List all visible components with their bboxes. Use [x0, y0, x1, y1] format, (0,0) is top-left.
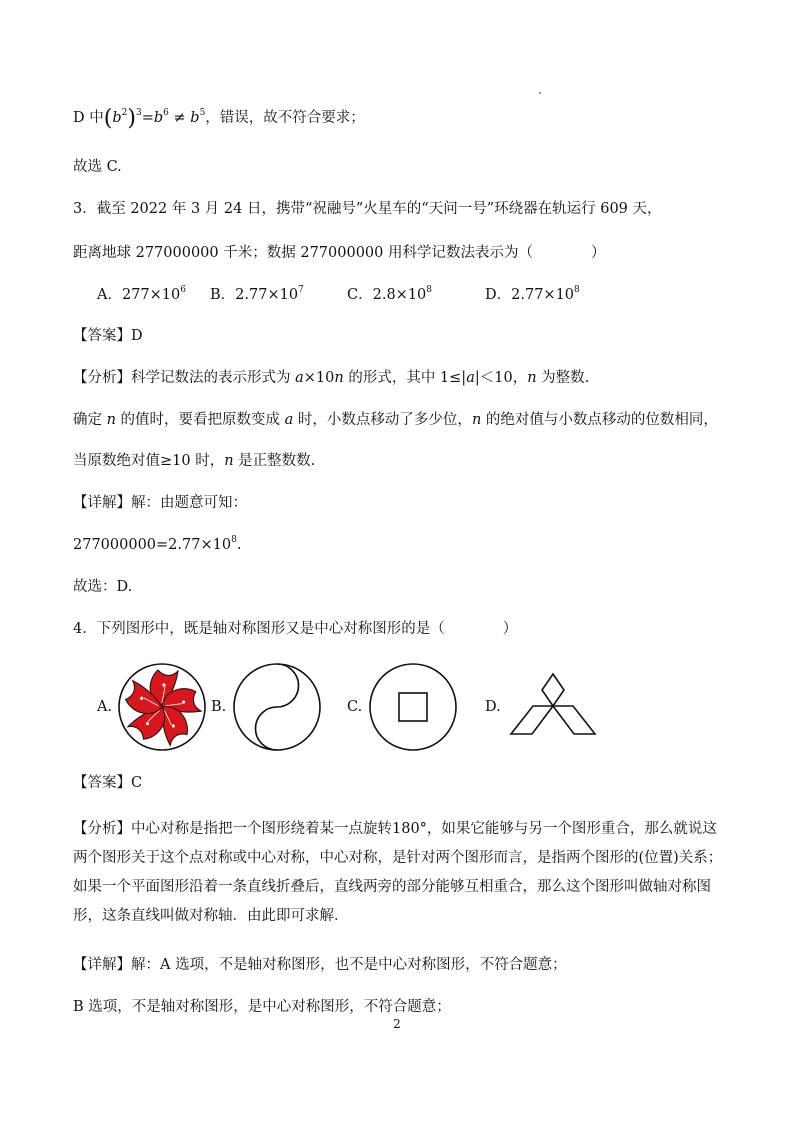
q3-option-b: [210, 285, 304, 305]
var-n: n: [471, 412, 482, 428]
option-label: A．: [97, 287, 122, 303]
exponent: 6: [180, 285, 186, 296]
exponent: 8: [574, 285, 580, 296]
figure-c-square-circle: [368, 662, 458, 752]
var-n: n: [224, 453, 234, 469]
q4-detail-b: B 选项，不是轴对称图形，是中心对称图形，不符合题意；: [73, 999, 451, 1015]
option-label: C．: [347, 287, 373, 303]
option-value: 277×10: [121, 287, 181, 303]
answer-tag: 【答案】: [73, 775, 131, 791]
figure-b-yinyang: [232, 662, 322, 752]
text: ×10: [303, 370, 335, 386]
q4-answer: [73, 773, 142, 793]
exponent: 8: [426, 285, 433, 296]
analysis-tag: 【分析】: [73, 821, 131, 837]
q4-analysis: [73, 815, 728, 931]
text: 科学记数法的表示形式为: [131, 370, 296, 386]
not-equal: ≠: [168, 110, 191, 126]
var-a: a: [466, 370, 475, 386]
option-value: 2.77×10: [511, 287, 575, 303]
option-value: 2.8×10: [372, 287, 427, 303]
var-n: n: [106, 412, 116, 428]
option-value: 2.77×10: [235, 287, 299, 303]
var-b: b: [190, 110, 200, 126]
analysis-text: 中心对称是指把一个图形绕着某一点旋转180°，如果它能够与另一个图形重合，那么就说这两个图形关于这个点对称或中心对称，中心对称，是针对两个图形而言，是指两个图形的(位置)关系；如果一个平面图形沿着一条直线折叠后，直线两旁的部分能够互相重合，那么这个图形叫做轴对称图形，这条直线叫做对称轴．由此即可求解．: [73, 821, 723, 924]
q3-option-a: [97, 285, 186, 305]
q3-option-c: [347, 285, 432, 305]
text: 277000000=2.77×10: [73, 537, 232, 553]
var-n: n: [334, 370, 344, 386]
stray-dot: [539, 92, 541, 94]
exponent: 5: [199, 108, 206, 119]
text: 是正整数数.: [233, 453, 316, 469]
q3-stem-line2: 距离地球 277000000 千米；数据 277000000 用科学记数法表示为（ ）: [73, 245, 606, 261]
paren-open: (: [103, 106, 113, 131]
q4-stem: 4．下列图形中，既是轴对称图形又是中心对称图形的是（ ）: [73, 621, 518, 637]
q3-detail: [73, 493, 247, 513]
option-label: B．: [210, 287, 236, 303]
detail-tag: 【详解】: [73, 957, 131, 973]
option-d-explanation: [73, 108, 365, 129]
text: 解：A 选项，不是轴对称图形，也不是中心对称图形，不符合题意；: [131, 957, 567, 973]
text: 解：由题意可知：: [131, 495, 247, 511]
text: 为整数.: [536, 370, 590, 386]
answer-value: C: [131, 775, 143, 791]
text: 的值时，要看把原数变成: [115, 412, 285, 428]
q3-answer: [73, 326, 143, 346]
figure-d-rhombuses: [508, 664, 600, 744]
text: ，错误，故不符合要求；: [205, 110, 365, 126]
q4-detail-a: [73, 955, 567, 975]
analysis-tag: 【分析】: [73, 370, 131, 386]
text: 确定: [73, 412, 107, 428]
text: 时，小数点移动了多少位，: [293, 412, 472, 428]
exponent: 7: [298, 285, 304, 296]
figure-a-flower: [117, 662, 207, 752]
q3-analysis-line1: [73, 368, 589, 388]
text: D 中: [73, 110, 104, 126]
var-a: a: [295, 370, 304, 386]
detail-tag: 【详解】: [73, 495, 131, 511]
paren-close: ): [127, 106, 136, 131]
var-a: a: [284, 412, 294, 428]
q3-choose: 故选：D.: [73, 579, 133, 595]
figure-label-a: A.: [97, 699, 113, 715]
q3-option-d: [485, 285, 580, 305]
exponent: 6: [163, 108, 169, 119]
choose-c: 故选 C.: [73, 159, 122, 175]
answer-value: D: [131, 328, 143, 344]
text: 的形式，其中 1≤|: [343, 370, 467, 386]
text: .: [236, 537, 242, 553]
figure-label-c: C.: [347, 699, 363, 715]
figure-label-d: D.: [485, 699, 501, 715]
answer-tag: 【答案】: [73, 328, 131, 344]
q3-analysis-line2: [73, 410, 718, 430]
figure-label-b: B.: [211, 699, 227, 715]
var-b: b: [112, 110, 122, 126]
var-n: n: [527, 370, 537, 386]
exponent: 8: [231, 535, 237, 546]
text: 当原数绝对值≥10 时，: [73, 453, 225, 469]
text: |＜10，: [474, 370, 528, 386]
text: 的绝对值与小数点移动的位数相同，: [481, 412, 718, 428]
exponent: 2: [121, 108, 128, 119]
q3-analysis-line3: [73, 451, 315, 471]
q3-stem-line1: 3．截至 2022 年 3 月 24 日，携带“祝融号”火星车的“天问一号”环绕器在轨运行 609 天，: [73, 201, 662, 217]
exponent: 3: [135, 108, 142, 119]
option-label: D．: [485, 287, 512, 303]
equals: =: [141, 110, 154, 126]
q3-equation: [73, 535, 241, 555]
page-number: 2: [393, 1017, 401, 1031]
var-b: b: [153, 110, 164, 126]
